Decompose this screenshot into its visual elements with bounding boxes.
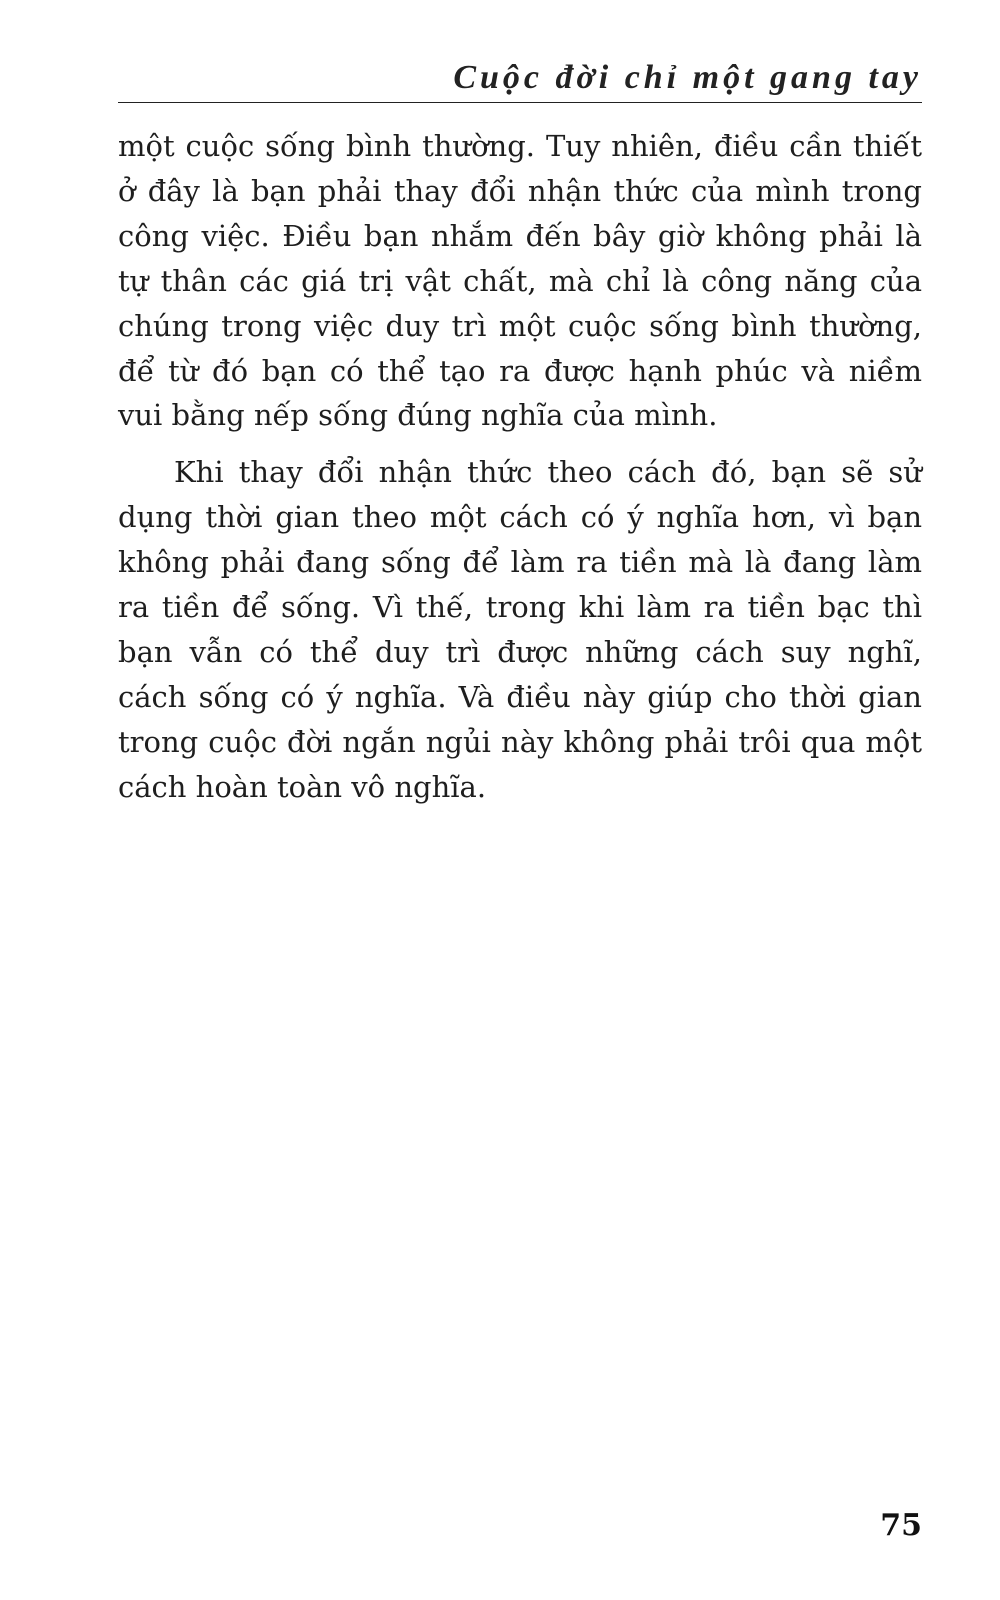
running-header-title: Cuộc đời chỉ một gang tay [453, 59, 922, 96]
page-number: 75 [880, 1508, 922, 1543]
paragraph-2: Khi thay đổi nhận thức theo cách đó, bạn sẽ sử dụng thời gian theo một cách có ý nghĩa hơn, vì bạn không phải đang sống để làm ra tiền mà là đang làm ra tiền để sống. Vì thế, trong khi làm ra tiền bạc thì bạn vẫn có thể duy trì được những cách suy nghĩ, cách sống có ý nghĩa. Và điều này giúp cho thời gian trong cuộc đời ngắn ngủi này không phải trôi qua một cách hoàn toàn vô nghĩa. [118, 455, 922, 804]
paragraph-1: một cuộc sống bình thường. Tuy nhiên, điều cần thiết ở đây là bạn phải thay đổi nhận thức của mình trong công việc. Điều bạn nhắm đến bây giờ không phải là tự thân các giá trị vật chất, mà chỉ là công năng của chúng trong việc duy trì một cuộc sống bình thường, để từ đó bạn có thể tạo ra được hạnh phúc và niềm vui bằng nếp sống đúng nghĩa của mình. [118, 129, 922, 433]
body-text [118, 124, 922, 810]
header-divider [118, 102, 922, 103]
